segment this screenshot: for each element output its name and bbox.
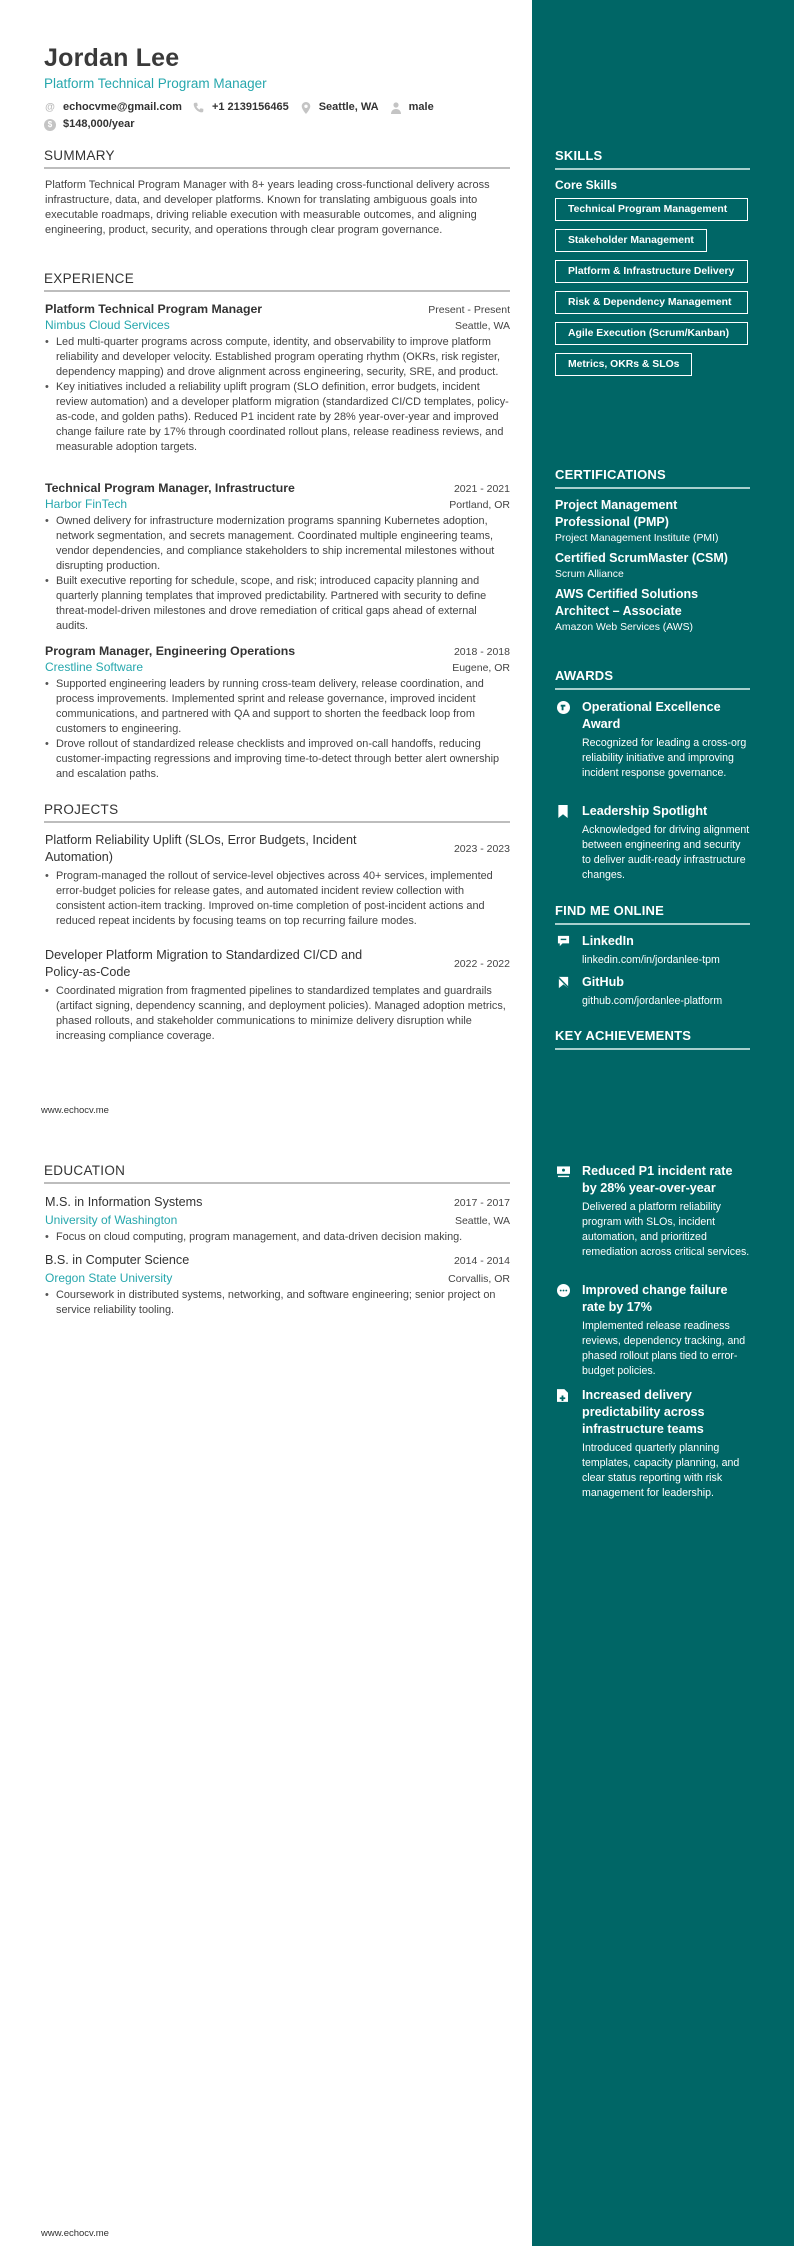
skills-group-title: Core Skills bbox=[555, 178, 618, 192]
job-location: Portland, OR bbox=[449, 499, 510, 511]
job-bullet: • Drove rollout of standardized release checklists and improved on-call handoffs, reducing customer-impacting regressions and improving time-to-detect through better alert ownership and escalation paths. bbox=[45, 737, 510, 782]
skill-tag: Stakeholder Management bbox=[555, 229, 707, 252]
achievement-title: Improved change failure rate by 17% bbox=[582, 1283, 728, 1314]
online-heading: FIND ME ONLINE bbox=[555, 903, 750, 925]
contact-phone[interactable]: +1 2139156465 bbox=[193, 99, 289, 116]
job-dates: Present - Present bbox=[428, 304, 510, 316]
skills-heading: SKILLS bbox=[555, 148, 750, 170]
project-bullet: • Coordinated migration from fragmented pipelines to standardized templates and guardrails (artifact signing, dependency scanning, and deployment policies). Managed adoption metrics, phased rollouts, and stakeholder communications to minimize delivery disruption while increasing compliance coverage. bbox=[45, 984, 510, 1044]
company-name: Nimbus Cloud Services bbox=[45, 318, 170, 332]
achievement-description: Introduced quarterly planning templates, capacity planning, and clear status reporting with risk management for leadership. bbox=[582, 1442, 740, 1499]
award-description: Acknowledged for driving alignment between engineering and security to deliver audit-ready infrastructure changes. bbox=[582, 824, 750, 881]
user-icon bbox=[390, 102, 402, 114]
job-dates: 2018 - 2018 bbox=[453, 646, 510, 658]
skill-tag: Metrics, OKRs & SLOs bbox=[555, 353, 692, 376]
candidate-title: Platform Technical Program Manager bbox=[44, 76, 267, 91]
project-dates: 2023 - 2023 bbox=[453, 843, 510, 855]
award-name: Leadership Spotlight bbox=[582, 804, 708, 818]
contact-info bbox=[44, 99, 510, 133]
skill-tag: Technical Program Management bbox=[555, 198, 748, 221]
education-bullet: • Coursework in distributed systems, networking, and software engineering; senior project on service reliability tooling. bbox=[45, 1288, 510, 1318]
experience-entry bbox=[45, 644, 510, 782]
job-title: Platform Technical Program Manager bbox=[45, 302, 263, 316]
job-bullet: • Built executive reporting for schedule, scope, and risk; introduced capacity planning and quarterly planning templates that improved predictability. Partnered with security to define threat-model-driven milestones and drove remediation of critical gaps ahead of external audits. bbox=[45, 574, 510, 634]
contact-salary: $ $148,000/year bbox=[44, 116, 135, 133]
monitor-icon bbox=[557, 1165, 569, 1177]
job-location: Eugene, OR bbox=[452, 662, 510, 674]
education-dates: 2017 - 2017 bbox=[453, 1197, 510, 1209]
skill-tag: Platform & Infrastructure Delivery bbox=[555, 260, 748, 283]
education-entry bbox=[45, 1194, 510, 1245]
achievement-description: Implemented release readiness reviews, dependency tracking, and phased rollout plans tied to error-budget policies. bbox=[582, 1320, 746, 1377]
project-bullet: • Program-managed the rollout of service-level objectives across 40+ services, implemented error-budget policies for release gates, and automated incident review collection with consistent action-item tracking. Improved on-time completion of post-incident actions and reduced repeat incidents by focusing teams on top recurring failure modes. bbox=[45, 869, 510, 929]
profile-url[interactable]: linkedin.com/in/jordanlee-tpm bbox=[582, 954, 720, 966]
profile-name: GitHub bbox=[582, 975, 624, 989]
dollar-coin-icon: $ bbox=[44, 119, 56, 131]
achievement-title: Reduced P1 incident rate by 28% year-over-year bbox=[582, 1164, 733, 1195]
project-entry bbox=[45, 947, 510, 1044]
skill-tag: Risk & Dependency Management bbox=[555, 291, 748, 314]
project-dates: 2022 - 2022 bbox=[453, 958, 510, 970]
job-bullet: • Owned delivery for infrastructure modernization programs spanning Kubernetes adoption, network segmentation, and secrets management. Coordinated multiple engineering teams, vendor dependencies, and compliance stakeholders to ship incremental milestones without disrupting production. bbox=[45, 514, 510, 574]
certifications-list bbox=[555, 497, 750, 639]
cert-issuer: Amazon Web Services (AWS) bbox=[555, 622, 694, 633]
award-item bbox=[555, 803, 750, 883]
job-bullet: • Led multi-quarter programs across compute, identity, and observability to improve platform reliability and developer velocity. Established program operating rhythm (OKRs, risk register, dependency mapping) and drove alignment across engineering, security, SRE, and product. bbox=[45, 335, 510, 380]
map-pin-icon bbox=[300, 102, 312, 114]
education-bullet: • Focus on cloud computing, program management, and data-driven decision making. bbox=[45, 1230, 510, 1245]
phone-icon bbox=[193, 102, 205, 114]
degree-name: B.S. in Computer Science bbox=[45, 1253, 190, 1267]
file-plus-icon bbox=[557, 1389, 569, 1401]
contact-location: Seattle, WA bbox=[300, 99, 379, 116]
achievement-item bbox=[555, 1282, 750, 1379]
summary-text: Platform Technical Program Manager with 8+ years leading cross-functional delivery across infrastructure, data, and developer platforms. Known for translating ambiguous goals into executable roadmaps, driving reliable execution with measurable outcomes, and aligning engineering, product, security, and operations through clear program governance. bbox=[45, 179, 490, 236]
experience-entry bbox=[45, 302, 510, 455]
job-bullet: • Supported engineering leaders by running cross-team delivery, release coordination, and process improvements. Implemented sprint and release governance, improved incident communications, and partnered with QA and support to shorten the feedback loop from customers to engineering. bbox=[45, 677, 510, 737]
certifications-heading: CERTIFICATIONS bbox=[555, 467, 750, 489]
cert-name: Project Management Professional (PMP) bbox=[555, 498, 678, 529]
skills-list bbox=[555, 178, 750, 376]
contact-gender: male bbox=[390, 99, 434, 116]
footer-website-link[interactable]: www.echocv.me bbox=[41, 2228, 109, 2239]
achievements-heading: KEY ACHIEVEMENTS bbox=[555, 1028, 750, 1050]
company-name: Harbor FinTech bbox=[45, 497, 128, 511]
job-dates: 2021 - 2021 bbox=[453, 483, 510, 495]
job-title: Program Manager, Engineering Operations bbox=[45, 644, 296, 658]
bookmark-slash-icon bbox=[557, 976, 569, 988]
skill-tag: Agile Execution (Scrum/Kanban) bbox=[555, 322, 748, 345]
degree-name: M.S. in Information Systems bbox=[45, 1195, 203, 1209]
cert-name: Certified ScrumMaster (CSM) bbox=[555, 551, 728, 565]
award-badge-icon bbox=[557, 701, 569, 713]
cert-name: AWS Certified Solutions Architect – Associate bbox=[555, 587, 699, 618]
school-location: Corvallis, OR bbox=[448, 1273, 510, 1285]
at-sign-icon: @ bbox=[45, 101, 55, 113]
achievement-title: Increased delivery predictability across infrastructure teams bbox=[582, 1388, 705, 1436]
job-title: Technical Program Manager, Infrastructure bbox=[45, 481, 295, 495]
education-dates: 2014 - 2014 bbox=[453, 1255, 510, 1267]
school-location: Seattle, WA bbox=[454, 1215, 510, 1227]
education-entry bbox=[45, 1252, 510, 1318]
profile-name: LinkedIn bbox=[582, 934, 634, 948]
online-profile-item[interactable] bbox=[555, 974, 750, 1009]
project-entry bbox=[45, 832, 510, 929]
candidate-name: Jordan Lee bbox=[44, 44, 180, 72]
cert-issuer: Project Management Institute (PMI) bbox=[555, 533, 719, 544]
project-name: Platform Reliability Uplift (SLOs, Error Budgets, Incident Automation) bbox=[45, 833, 357, 864]
education-heading: EDUCATION bbox=[44, 1163, 510, 1184]
achievement-item bbox=[555, 1387, 750, 1501]
project-name: Developer Platform Migration to Standardized CI/CD and Policy-as-Code bbox=[45, 948, 363, 979]
awards-heading: AWARDS bbox=[555, 668, 750, 690]
footer-website-link[interactable]: www.echocv.me bbox=[41, 1105, 109, 1116]
achievement-item bbox=[555, 1163, 750, 1260]
chat-bubble-icon bbox=[557, 935, 569, 947]
experience-entry bbox=[45, 481, 510, 634]
online-profile-item[interactable] bbox=[555, 933, 750, 968]
cert-issuer: Scrum Alliance bbox=[555, 569, 624, 580]
company-name: Crestline Software bbox=[45, 660, 144, 674]
school-name: Oregon State University bbox=[45, 1271, 173, 1285]
job-bullet: • Key initiatives included a reliability uplift program (SLO definition, error budgets, incident review automation) and a developer platform migration (standardized CI/CD templates, policy-as-code, and golden paths). Reduced P1 incident rate by 28% year-over-year and improved change failure rate by 17% through coordinated rollout plans, release readiness reviews, and measurable adoption targets. bbox=[45, 380, 510, 455]
achievement-description: Delivered a platform reliability program with SLOs, incident automation, and prioritized remediation across critical services. bbox=[582, 1201, 750, 1258]
summary-heading: SUMMARY bbox=[44, 148, 510, 169]
more-dots-icon bbox=[557, 1284, 569, 1296]
job-location: Seattle, WA bbox=[454, 320, 510, 332]
award-item bbox=[555, 699, 750, 781]
award-description: Recognized for leading a cross-org reliability initiative and improving incident response governance. bbox=[582, 737, 747, 779]
bookmark-icon bbox=[557, 805, 569, 817]
contact-email[interactable]: @ echocvme@gmail.com bbox=[45, 101, 182, 113]
profile-url[interactable]: github.com/jordanlee-platform bbox=[582, 995, 723, 1007]
projects-heading: PROJECTS bbox=[44, 802, 510, 823]
experience-heading: EXPERIENCE bbox=[44, 271, 510, 292]
school-name: University of Washington bbox=[45, 1213, 178, 1227]
award-name: Operational Excellence Award bbox=[582, 700, 721, 731]
